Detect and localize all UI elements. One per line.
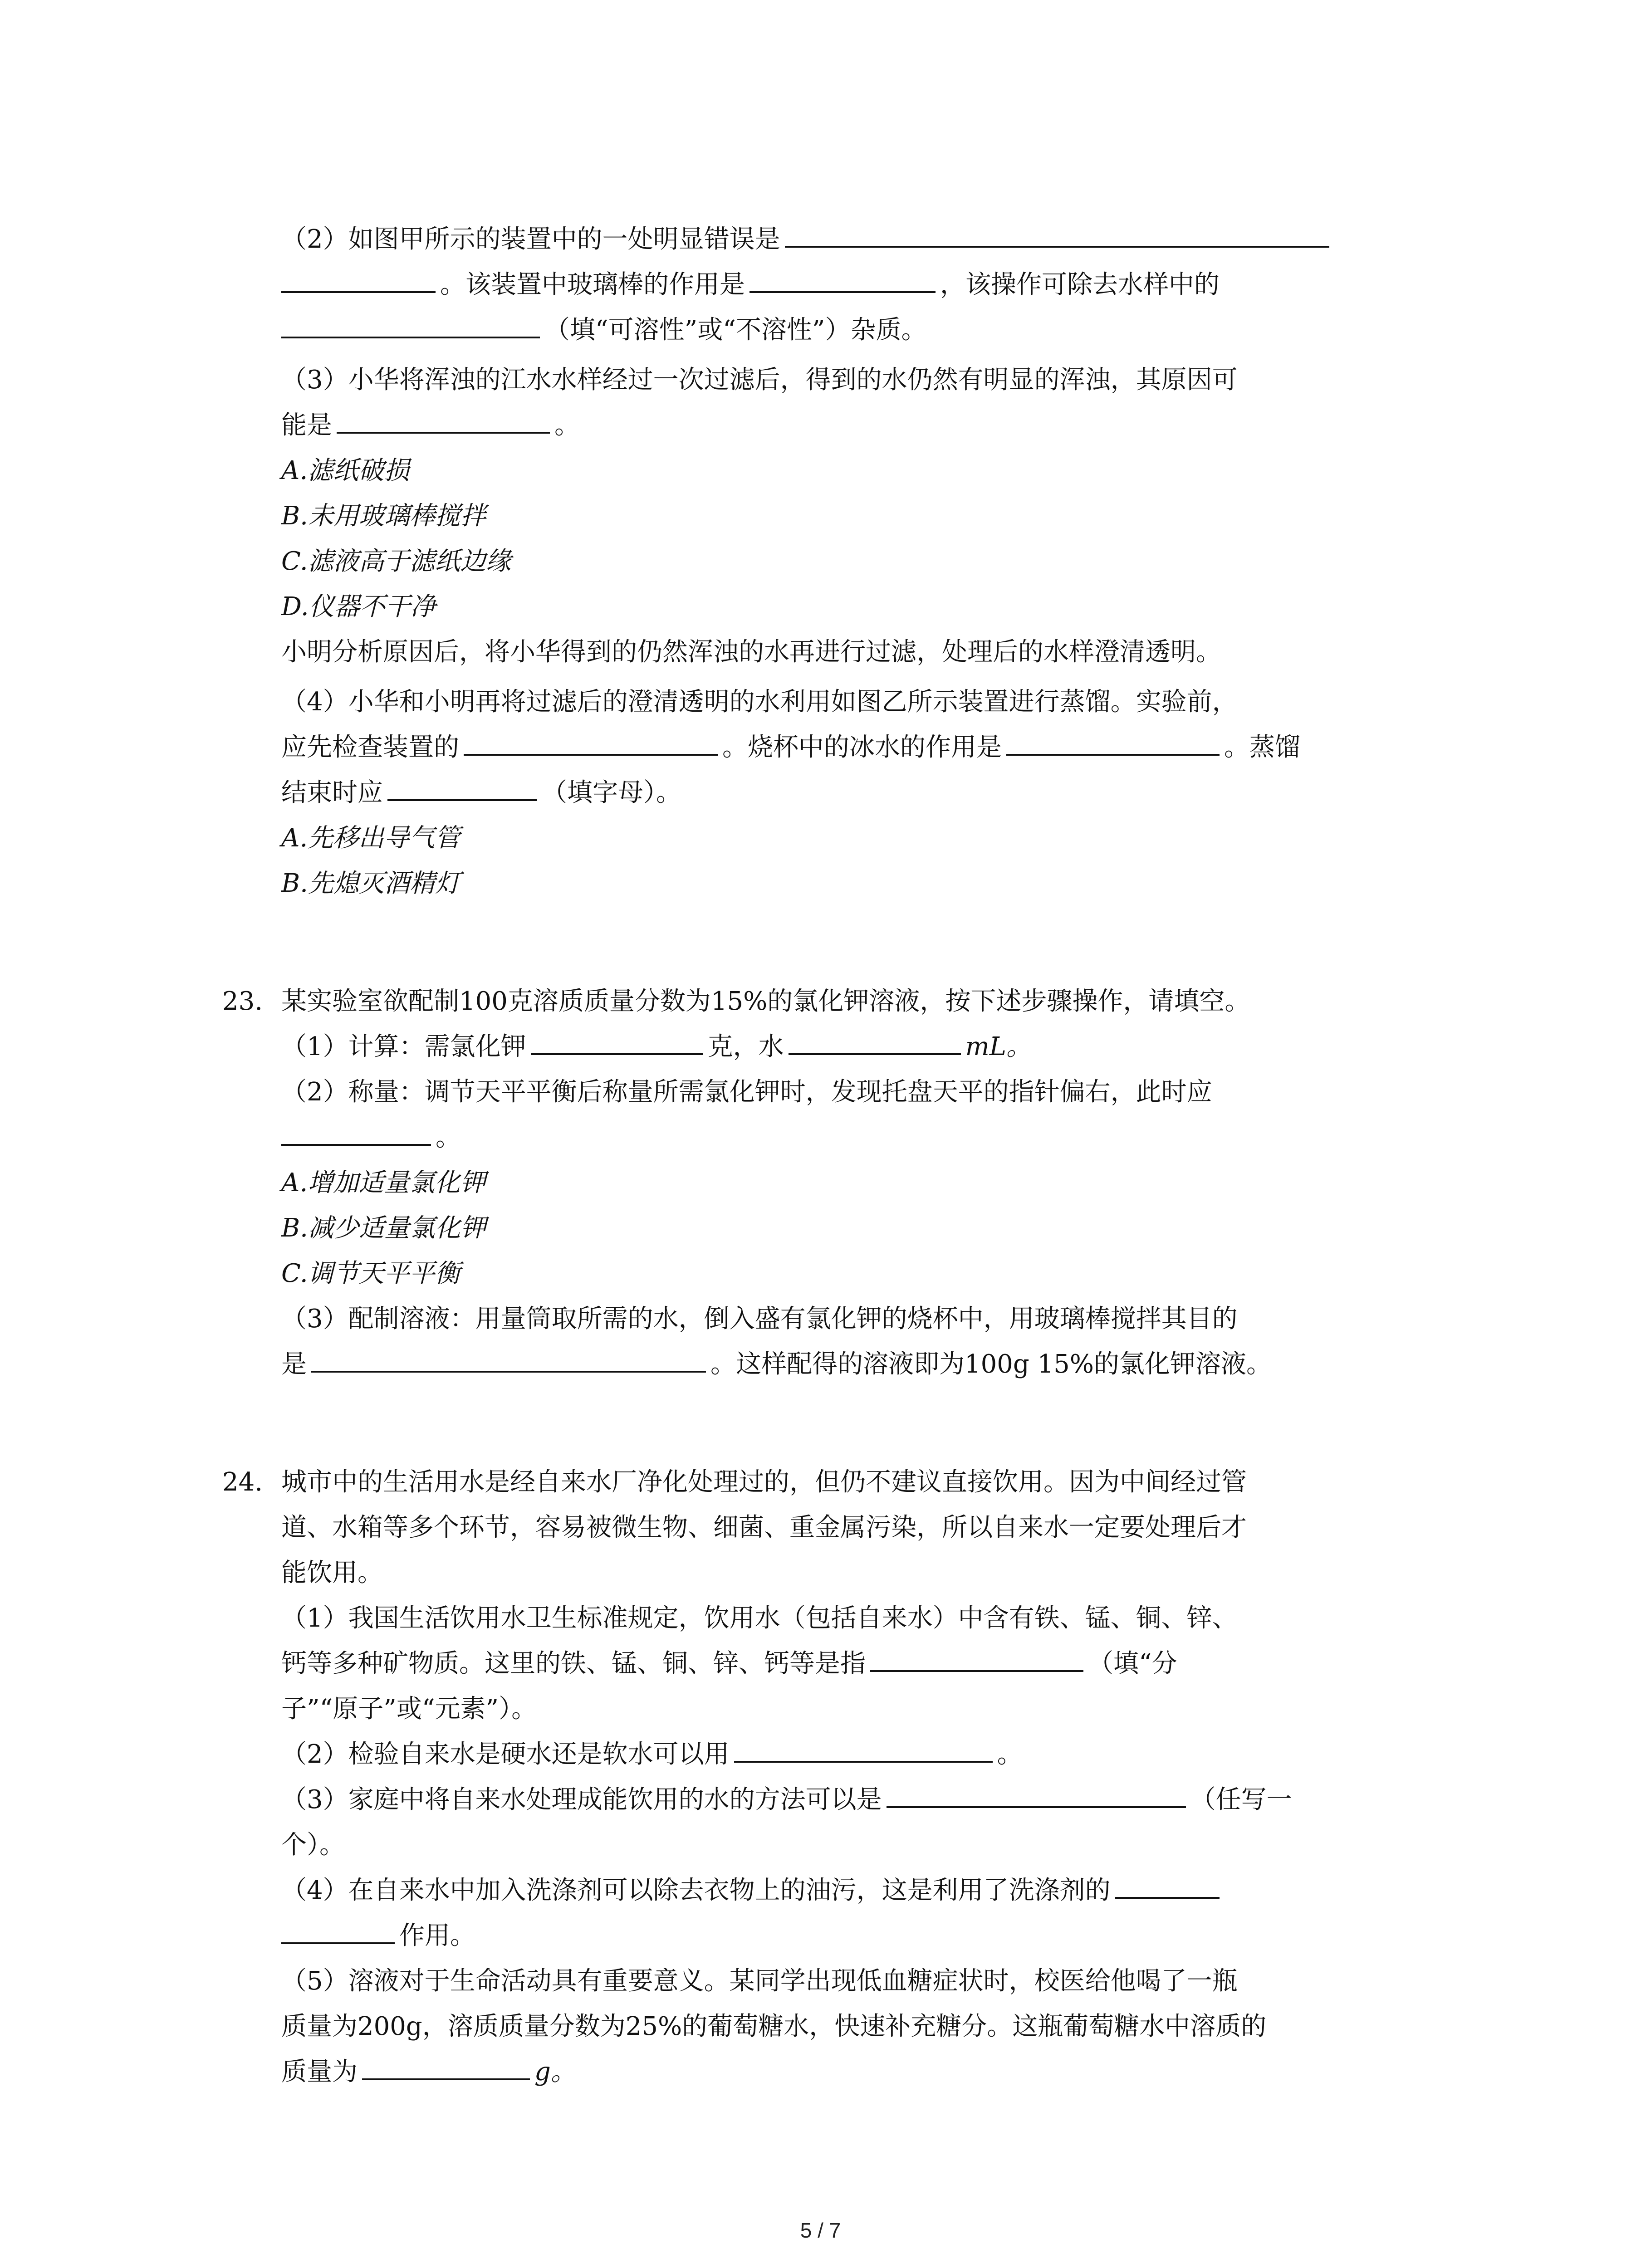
q24-part2-text: （2）检验自来水是硬水还是软水可以用 bbox=[281, 1740, 730, 1769]
q22-part3-text: （3）小华将浑浊的江水水样经过一次过滤后，得到的水仍然有明显的浑浊，其原因可 bbox=[281, 365, 1238, 395]
q22-part4-option-b: B.先熄灭酒精灯 bbox=[281, 869, 460, 898]
q22-part4-text5: （填字母）。 bbox=[542, 778, 681, 807]
q24-part4-text: （4）在自来水中加入洗涤剂可以除去衣物上的油污，这是利用了洗涤剂的 bbox=[281, 1876, 1111, 1905]
q24-part5-line1: （5）溶液对于生命活动具有重要意义。某同学出现低血糖症状时，校医给他喝了一瓶 bbox=[281, 1966, 1238, 1996]
q23-part3-line2 bbox=[281, 1342, 1272, 1387]
q22-option-b: B.未用玻璃棒搅拌 bbox=[281, 501, 486, 531]
q23-option-a: A.增加适量氯化钾 bbox=[281, 1168, 486, 1198]
q23-part3-text: 是 bbox=[281, 1349, 307, 1379]
q22-part3-text2: 能是 bbox=[281, 411, 332, 440]
q23-part2-text2: 。 bbox=[436, 1123, 461, 1152]
q22-part2-text: （2）如图甲所示的装置中的一处明显错误是 bbox=[281, 225, 780, 254]
q22-part3-line1 bbox=[281, 357, 1238, 403]
q24-part3-line2: 个）。 bbox=[281, 1830, 345, 1860]
q24-part4-blank[interactable] bbox=[1115, 1870, 1220, 1899]
q24-part3-line1 bbox=[281, 1777, 1292, 1823]
q24-part1-line1: （1）我国生活饮用水卫生标准规定，饮用水（包括自来水）中含有铁、锰、铜、锌、 bbox=[281, 1603, 1238, 1633]
q22-part4-blank3[interactable] bbox=[387, 772, 537, 801]
q24-part3-text2: （任写一 bbox=[1190, 1785, 1292, 1814]
q22-part2-line2 bbox=[281, 262, 1220, 308]
q22-option-c: C.滤液高于滤纸边缘 bbox=[281, 547, 511, 576]
q23-part1-blank1[interactable] bbox=[531, 1026, 703, 1055]
q22-part4-blank2[interactable] bbox=[1006, 727, 1220, 756]
q24-part4-text2: 作用。 bbox=[399, 1921, 475, 1950]
q24-part3-text: （3）家庭中将自来水处理成能饮用的水的方法可以是 bbox=[281, 1785, 882, 1814]
q23-part2-line2 bbox=[281, 1115, 461, 1160]
q22-option-a: A.滤纸破损 bbox=[281, 456, 410, 485]
q23-part1-text2: 克，水 bbox=[707, 1032, 784, 1061]
q22-part3-line2 bbox=[281, 403, 580, 448]
q24-part1-line2 bbox=[281, 1641, 1177, 1686]
q24-part1-line3: 子”“原子”或“元素”）。 bbox=[281, 1694, 537, 1724]
q22-part4-text: 应先检查装置的 bbox=[281, 733, 459, 762]
q23-part3-text2: 。这样配得的溶液即为100g 15%的氯化钾溶液。 bbox=[710, 1349, 1272, 1379]
q23-option-b: B.减少适量氯化钾 bbox=[281, 1213, 486, 1243]
q23-part3-blank[interactable] bbox=[311, 1344, 706, 1373]
q22-option-d: D.仪器不干净 bbox=[281, 592, 436, 621]
q24-part2-blank[interactable] bbox=[734, 1734, 993, 1763]
q22-part2-line3 bbox=[281, 308, 927, 353]
q23-part1-unit: mL。 bbox=[965, 1032, 1032, 1061]
q23-part2-blank[interactable] bbox=[281, 1117, 431, 1146]
q24-part5-text: 质量为 bbox=[281, 2057, 358, 2087]
q22-part3-text3: 。 bbox=[554, 411, 580, 440]
q24-stem-line2: 道、水箱等多个环节，容易被微生物、细菌、重金属污染，所以自来水一定要处理后才 bbox=[281, 1513, 1247, 1542]
q23-part1-blank2[interactable] bbox=[789, 1026, 961, 1055]
q22-part4-text2: 。烧杯中的冰水的作用是 bbox=[722, 733, 1002, 762]
q24-part5-line3 bbox=[281, 2049, 576, 2095]
q22-part4-text4: 结束时应 bbox=[281, 778, 383, 807]
q24-part2-text2: 。 bbox=[997, 1740, 1023, 1769]
q22-part4-blank1[interactable] bbox=[464, 727, 718, 756]
q22-note: 小明分析原因后，将小华得到的仍然浑浊的水再进行过滤，处理后的水样澄清透明。 bbox=[281, 637, 1221, 667]
q22-part2-text4: （填“可溶性”或“不溶性”）杂质。 bbox=[544, 315, 927, 345]
q23-part1 bbox=[281, 1024, 1032, 1070]
q24-part1-text2: （填“分 bbox=[1088, 1649, 1177, 1678]
q22-part2-blank1-cont[interactable] bbox=[281, 264, 436, 293]
q22-part2-text2: 。该装置中玻璃棒的作用是 bbox=[440, 270, 745, 299]
q22-part4-line1: （4）小华和小明再将过滤后的澄清透明的水利用如图乙所示装置进行蒸馏。实验前， bbox=[281, 687, 1238, 717]
page-number: 5 / 7 bbox=[800, 2219, 841, 2242]
q24-part5-unit: g。 bbox=[534, 2057, 576, 2087]
q22-part2-blank2[interactable] bbox=[749, 264, 936, 293]
q22-part4-option-a: A.先移出导气管 bbox=[281, 823, 460, 853]
q24-stem-line3: 能饮用。 bbox=[281, 1558, 383, 1588]
q22-part2-blank3[interactable] bbox=[281, 309, 540, 338]
q23-option-c: C.调节天平平衡 bbox=[281, 1259, 460, 1288]
q23-number: 23. bbox=[222, 987, 263, 1016]
q24-part2 bbox=[281, 1732, 1023, 1777]
q23-part2-line1: （2）称量：调节天平平衡后称量所需氯化钾时，发现托盘天平的指针偏右，此时应 bbox=[281, 1077, 1212, 1107]
q24-stem-line1: 城市中的生活用水是经自来水厂净化处理过的，但仍不建议直接饮用。因为中间经过管 bbox=[281, 1467, 1247, 1497]
q23-part1-text: （1）计算：需氯化钾 bbox=[281, 1032, 526, 1061]
q24-part4-line1 bbox=[281, 1868, 1224, 1913]
q23-part3-line1: （3）配制溶液：用量筒取所需的水，倒入盛有氯化钾的烧杯中，用玻璃棒搅拌其目的 bbox=[281, 1304, 1238, 1334]
q24-number: 24. bbox=[222, 1467, 263, 1497]
q22-part4-text3: 。蒸馏 bbox=[1224, 733, 1300, 762]
q22-part4-line2 bbox=[281, 725, 1300, 770]
q24-part5-blank[interactable] bbox=[362, 2051, 530, 2080]
q22-part2-line1 bbox=[281, 217, 1334, 262]
q24-part5-line2: 质量为200g，溶质质量分数为25%的葡萄糖水，快速补充糖分。这瓶葡萄糖水中溶质的 bbox=[281, 2012, 1267, 2041]
q24-part4-blank-cont[interactable] bbox=[281, 1915, 395, 1944]
q24-part3-blank[interactable] bbox=[887, 1779, 1186, 1808]
q24-part4-line2 bbox=[281, 1913, 475, 1959]
q24-part1-text: 钙等多种矿物质。这里的铁、锰、铜、锌、钙等是指 bbox=[281, 1649, 866, 1678]
q22-part3-blank[interactable] bbox=[337, 405, 550, 434]
q24-part1-blank[interactable] bbox=[870, 1643, 1083, 1672]
q22-part4-line3 bbox=[281, 770, 681, 816]
q22-part2-text3: ，该操作可除去水样中的 bbox=[940, 270, 1220, 299]
q23-stem: 某实验室欲配制100克溶质质量分数为15%的氯化钾溶液，按下述步骤操作，请填空。 bbox=[281, 987, 1250, 1016]
q22-part2-blank1[interactable] bbox=[785, 219, 1329, 248]
